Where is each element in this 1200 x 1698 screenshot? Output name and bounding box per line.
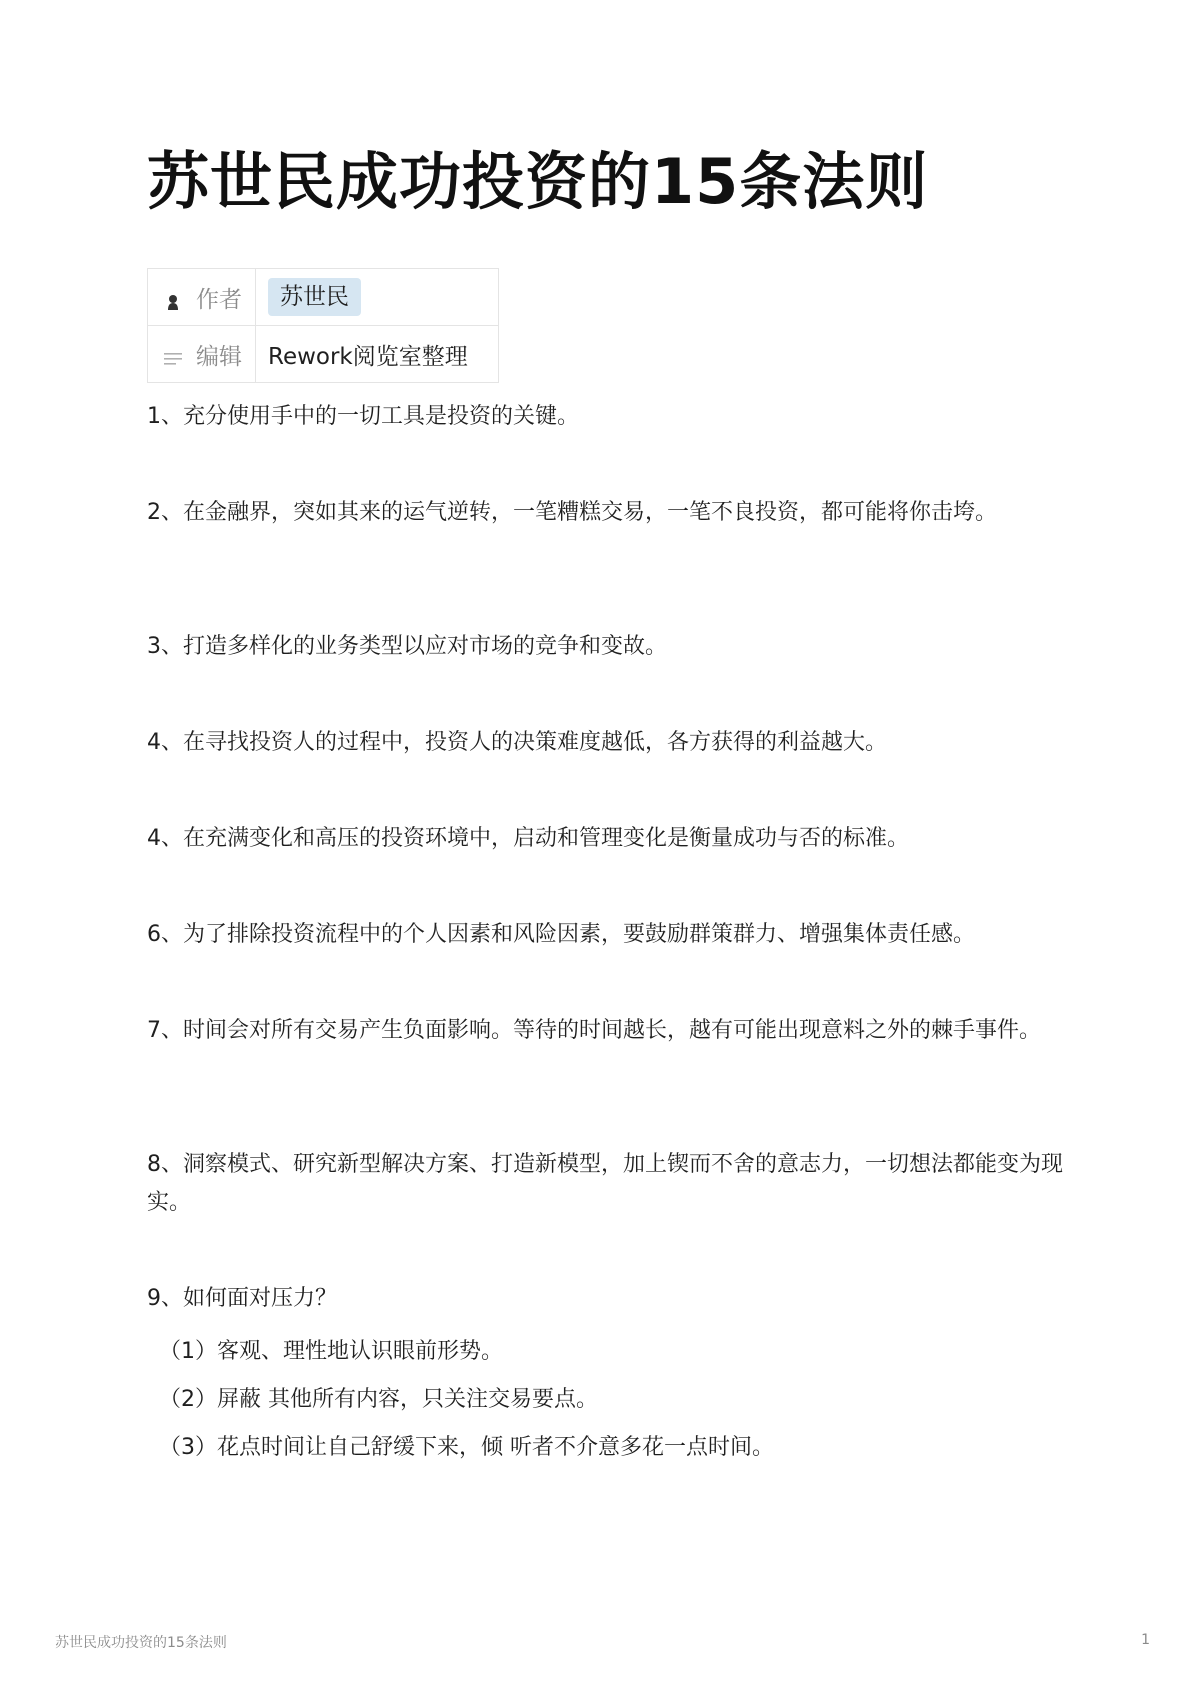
paragraph: 1、充分使用手中的一切工具是投资的关键。 — [147, 404, 579, 429]
paragraph: 2、在金融界，突如其来的运气逆转，一笔糟糕交易，一笔不良投资，都可能将你击垮。 — [147, 500, 997, 525]
list-item: （3）花点时间让自己舒缓下来，倾 听者不介意多花一点时间。 — [159, 1435, 774, 1460]
author-tag[interactable]: 苏世民 — [268, 278, 361, 316]
content-body — [147, 398, 1067, 1472]
footer-title: 苏世民成功投资的15条法则 — [55, 1635, 227, 1651]
paragraph: 6、为了排除投资流程中的个人因素和风险因素，要鼓励群策群力、增强集体责任感。 — [147, 922, 975, 947]
property-row-author — [148, 269, 499, 326]
paragraph: 4、在寻找投资人的过程中，投资人的决策难度越低，各方获得的利益越大。 — [147, 730, 887, 755]
editor-value: Rework阅览室整理 — [256, 326, 499, 383]
paragraph: 7、时间会对所有交易产生负面影响。等待的时间越长，越有可能出现意料之外的棘手事件。 — [147, 1018, 1042, 1043]
paragraph: 8、洞察模式、研究新型解决方案、打造新模型，加上锲而不舍的意志力，一切想法都能变为现实。 — [147, 1152, 1064, 1215]
page-title: 苏世民成功投资的15条法则 — [147, 145, 929, 218]
paragraph: 4、在充满变化和高压的投资环境中，启动和管理变化是衡量成功与否的标准。 — [147, 826, 909, 851]
author-label: 作者 — [196, 286, 242, 313]
page-number: 1 — [1141, 1632, 1150, 1648]
text-lines-icon — [164, 348, 182, 366]
paragraph: 9、如何面对压力？ — [147, 1286, 337, 1311]
property-row-editor — [148, 326, 499, 383]
properties-table — [147, 268, 499, 383]
person-icon — [164, 291, 182, 309]
editor-label: 编辑 — [196, 343, 242, 370]
paragraph: 3、打造多样化的业务类型以应对市场的竞争和变故。 — [147, 634, 667, 659]
list-item: （2）屏蔽 其他所有内容，只关注交易要点。 — [159, 1387, 598, 1412]
list-item: （1）客观、理性地认识眼前形势。 — [159, 1339, 503, 1364]
